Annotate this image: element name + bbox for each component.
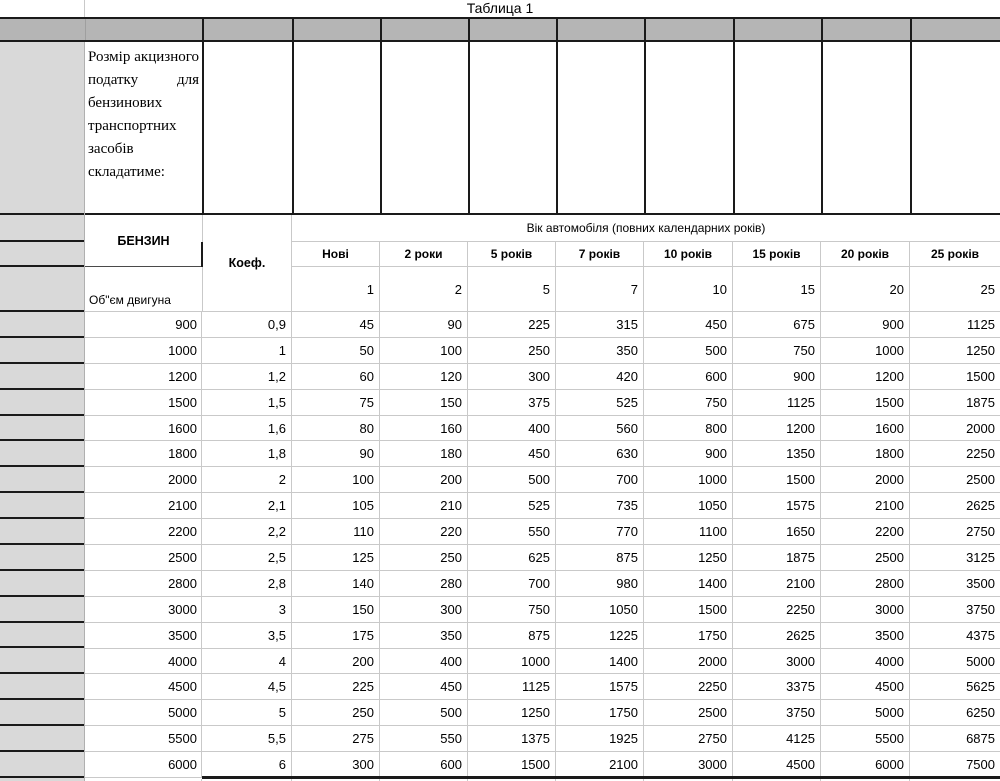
engine-cell[interactable]: 2200 xyxy=(85,519,202,544)
band-cell[interactable] xyxy=(821,19,910,40)
value-cell[interactable]: 560 xyxy=(556,416,644,441)
data-grid xyxy=(85,312,1000,778)
value-cell[interactable]: 630 xyxy=(556,441,644,466)
value-cell[interactable]: 1050 xyxy=(644,493,733,518)
coef-cell[interactable]: 1,2 xyxy=(202,364,292,389)
value-cell[interactable]: 600 xyxy=(644,364,733,389)
row-header-cell[interactable] xyxy=(0,267,84,312)
value-cell[interactable]: 2250 xyxy=(733,597,821,622)
value-cell[interactable]: 875 xyxy=(468,623,556,648)
band-cell[interactable] xyxy=(733,19,821,40)
value-cell[interactable]: 450 xyxy=(644,312,733,337)
row-header-cell[interactable] xyxy=(0,752,84,778)
coef-cell[interactable]: 5 xyxy=(202,700,292,725)
table-row xyxy=(85,493,1000,519)
value-cell[interactable]: 800 xyxy=(644,416,733,441)
row-header-cell[interactable] xyxy=(0,416,84,442)
coef-cell[interactable]: 4 xyxy=(202,649,292,674)
empty-cell[interactable] xyxy=(468,42,556,213)
value-cell[interactable]: 4375 xyxy=(966,627,995,643)
table-title: Таблица 1 xyxy=(466,0,534,16)
row-header-cell[interactable] xyxy=(0,215,84,242)
value-cell[interactable]: 1125 xyxy=(967,316,995,332)
value-cell[interactable]: 4500 xyxy=(821,674,910,699)
coef-cell[interactable]: 2 xyxy=(202,467,292,492)
coef-cell[interactable]: 3 xyxy=(202,597,292,622)
value-cell[interactable]: 1800 xyxy=(821,441,910,466)
engine-cell[interactable]: 1000 xyxy=(85,338,202,363)
description-row xyxy=(85,42,1000,215)
engine-cell[interactable]: 5000 xyxy=(85,700,202,725)
table-row xyxy=(85,752,1000,778)
value-cell[interactable]: 1400 xyxy=(556,649,644,674)
value-cell[interactable]: 2000 xyxy=(966,420,995,436)
value-cell[interactable]: 400 xyxy=(380,649,468,674)
value-cell[interactable]: 350 xyxy=(556,338,644,363)
table-row xyxy=(85,597,1000,623)
left-gray-column xyxy=(0,42,85,781)
coef-cell[interactable]: 5,5 xyxy=(202,726,292,751)
value-cell[interactable]: 1500 xyxy=(468,752,556,777)
value-cell[interactable]: 450 xyxy=(468,441,556,466)
value-cell[interactable]: 450 xyxy=(380,674,468,699)
value-cell[interactable]: 160 xyxy=(380,416,468,441)
value-cell[interactable]: 280 xyxy=(380,571,468,596)
value-cell[interactable]: 600 xyxy=(380,752,468,777)
empty-cell[interactable] xyxy=(202,42,292,213)
gridline xyxy=(84,0,85,17)
empty-cell[interactable] xyxy=(380,42,468,213)
band-cell[interactable] xyxy=(202,19,292,40)
coef-header-cell[interactable]: Коеф. xyxy=(202,215,292,312)
band-cell[interactable] xyxy=(380,19,468,40)
value-cell[interactable]: 1600 xyxy=(821,416,910,441)
table-row xyxy=(85,700,1000,726)
row-header-cell[interactable] xyxy=(0,778,84,781)
value-cell[interactable]: 1875 xyxy=(733,545,821,570)
value-cell[interactable]: 1925 xyxy=(556,726,644,751)
empty-cell[interactable] xyxy=(644,42,733,213)
coef-cell[interactable]: 3,5 xyxy=(202,623,292,648)
row-header-cell[interactable] xyxy=(0,674,84,700)
engine-cell[interactable]: 2500 xyxy=(85,545,202,570)
band-cell[interactable] xyxy=(556,19,644,40)
age-col-header[interactable]: 2 роки xyxy=(380,242,468,266)
table-row xyxy=(85,416,1000,442)
value-cell[interactable]: 225 xyxy=(468,312,556,337)
age-multiplier-row xyxy=(292,267,1000,312)
value-cell[interactable]: 3500 xyxy=(966,575,995,591)
value-cell[interactable]: 375 xyxy=(468,390,556,415)
empty-cell[interactable] xyxy=(556,42,644,213)
table-row xyxy=(85,467,1000,493)
value-cell[interactable]: 300 xyxy=(468,364,556,389)
row-header-cell[interactable] xyxy=(0,467,84,493)
coef-cell[interactable]: 1,5 xyxy=(202,390,292,415)
value-cell[interactable]: 3375 xyxy=(733,674,821,699)
value-cell[interactable]: 125 xyxy=(292,545,380,570)
empty-cell[interactable] xyxy=(910,42,1000,213)
value-cell[interactable]: 1500 xyxy=(644,597,733,622)
value-cell[interactable]: 4125 xyxy=(733,726,821,751)
table-row xyxy=(85,545,1000,571)
age-multiplier-cell[interactable]: 25 xyxy=(980,281,995,297)
table-row xyxy=(85,519,1000,545)
header-band xyxy=(0,17,1000,42)
value-cell[interactable]: 1200 xyxy=(733,416,821,441)
value-cell[interactable]: 6000 xyxy=(821,752,910,777)
value-cell[interactable]: 3500 xyxy=(821,623,910,648)
age-col-header[interactable]: 20 років xyxy=(821,242,910,266)
engine-cell[interactable]: 3500 xyxy=(85,623,202,648)
value-cell[interactable]: 4500 xyxy=(733,752,821,777)
value-cell[interactable]: 2250 xyxy=(644,674,733,699)
value-cell[interactable]: 2625 xyxy=(966,498,995,514)
age-multiplier-cell[interactable]: 10 xyxy=(644,267,733,311)
value-cell[interactable]: 250 xyxy=(292,700,380,725)
age-header-cell[interactable]: Вік автомобіля (повних календарних років) xyxy=(292,215,1000,242)
band-cell[interactable] xyxy=(292,19,380,40)
row-header-cell[interactable] xyxy=(0,571,84,597)
age-col-header[interactable]: 5 років xyxy=(468,242,556,266)
value-cell[interactable]: 2250 xyxy=(966,446,995,462)
value-cell[interactable]: 210 xyxy=(380,493,468,518)
value-cell[interactable]: 550 xyxy=(380,726,468,751)
row-header-cell[interactable] xyxy=(0,312,84,338)
value-cell[interactable]: 100 xyxy=(380,338,468,363)
row-header-cell[interactable] xyxy=(0,493,84,519)
value-cell[interactable]: 2100 xyxy=(733,571,821,596)
value-cell[interactable]: 180 xyxy=(380,441,468,466)
value-cell[interactable]: 3000 xyxy=(821,597,910,622)
value-cell[interactable]: 300 xyxy=(292,752,380,777)
row-header-cell[interactable] xyxy=(0,623,84,649)
value-cell[interactable]: 1000 xyxy=(468,649,556,674)
value-cell[interactable]: 525 xyxy=(468,493,556,518)
value-cell[interactable]: 750 xyxy=(644,390,733,415)
value-cell[interactable]: 525 xyxy=(556,390,644,415)
age-columns-row xyxy=(292,242,1000,267)
age-multiplier-cell[interactable]: 20 xyxy=(821,267,910,311)
value-cell[interactable]: 1100 xyxy=(644,519,733,544)
value-cell[interactable]: 750 xyxy=(468,597,556,622)
value-cell[interactable]: 2100 xyxy=(556,752,644,777)
value-cell[interactable]: 2000 xyxy=(644,649,733,674)
value-cell[interactable]: 5500 xyxy=(821,726,910,751)
value-cell[interactable]: 250 xyxy=(468,338,556,363)
engine-volume-label-cell[interactable]: Об"єм двигуна xyxy=(85,267,202,312)
value-cell[interactable]: 770 xyxy=(556,519,644,544)
age-col-header[interactable]: Нові xyxy=(292,242,380,266)
value-cell[interactable]: 3000 xyxy=(644,752,733,777)
value-cell[interactable]: 400 xyxy=(468,416,556,441)
value-cell[interactable]: 200 xyxy=(380,467,468,492)
value-cell[interactable]: 200 xyxy=(292,649,380,674)
value-cell[interactable]: 1350 xyxy=(733,441,821,466)
value-cell[interactable]: 1125 xyxy=(733,390,821,415)
engine-cell[interactable]: 4500 xyxy=(85,674,202,699)
age-col-header[interactable]: 15 років xyxy=(733,242,821,266)
engine-cell[interactable]: 2800 xyxy=(85,571,202,596)
value-cell[interactable]: 750 xyxy=(733,338,821,363)
row-header-cell[interactable] xyxy=(0,700,84,726)
age-col-header[interactable]: 10 років xyxy=(644,242,733,266)
value-cell[interactable]: 5625 xyxy=(966,679,995,695)
table-row xyxy=(85,726,1000,752)
value-cell[interactable]: 1225 xyxy=(556,623,644,648)
coef-cell[interactable]: 1 xyxy=(202,338,292,363)
value-cell[interactable]: 110 xyxy=(292,519,380,544)
table-row xyxy=(85,649,1000,675)
value-cell[interactable]: 150 xyxy=(380,390,468,415)
row-header-cell[interactable] xyxy=(0,364,84,390)
value-cell[interactable]: 275 xyxy=(292,726,380,751)
value-cell[interactable]: 5000 xyxy=(966,653,995,669)
age-multiplier-cell[interactable]: 7 xyxy=(556,267,644,311)
value-cell[interactable]: 90 xyxy=(292,441,380,466)
fuel-type-cell[interactable]: БЕНЗИН xyxy=(85,215,202,267)
value-cell[interactable]: 1575 xyxy=(556,674,644,699)
value-cell[interactable]: 6250 xyxy=(966,705,995,721)
value-cell[interactable]: 980 xyxy=(556,571,644,596)
value-cell[interactable]: 1750 xyxy=(556,700,644,725)
empty-cell[interactable] xyxy=(292,42,380,213)
value-cell[interactable]: 2200 xyxy=(821,519,910,544)
value-cell[interactable]: 1250 xyxy=(468,700,556,725)
value-cell[interactable]: 1050 xyxy=(556,597,644,622)
value-cell[interactable]: 1500 xyxy=(733,467,821,492)
band-cell[interactable] xyxy=(910,19,1000,40)
value-cell[interactable]: 2500 xyxy=(821,545,910,570)
value-cell[interactable]: 75 xyxy=(292,390,380,415)
value-cell[interactable]: 2750 xyxy=(966,524,995,540)
engine-cell[interactable]: 5500 xyxy=(85,726,202,751)
value-cell[interactable]: 875 xyxy=(556,545,644,570)
value-cell[interactable]: 3750 xyxy=(733,700,821,725)
value-cell[interactable]: 2800 xyxy=(821,571,910,596)
value-cell[interactable]: 500 xyxy=(380,700,468,725)
value-cell[interactable]: 2625 xyxy=(733,623,821,648)
value-cell[interactable]: 315 xyxy=(556,312,644,337)
value-cell[interactable]: 300 xyxy=(380,597,468,622)
engine-cell[interactable]: 1800 xyxy=(85,441,202,466)
empty-cell[interactable] xyxy=(733,42,821,213)
engine-cell[interactable]: 4000 xyxy=(85,649,202,674)
value-cell[interactable]: 2500 xyxy=(644,700,733,725)
value-cell[interactable]: 420 xyxy=(556,364,644,389)
value-cell[interactable]: 900 xyxy=(644,441,733,466)
value-cell[interactable]: 900 xyxy=(821,312,910,337)
value-cell[interactable]: 90 xyxy=(380,312,468,337)
value-cell[interactable]: 175 xyxy=(292,623,380,648)
age-col-header[interactable]: 7 років xyxy=(556,242,644,266)
value-cell[interactable]: 80 xyxy=(292,416,380,441)
coef-cell[interactable]: 0,9 xyxy=(202,312,292,337)
value-cell[interactable]: 1250 xyxy=(966,342,995,358)
value-cell[interactable]: 3125 xyxy=(966,549,995,565)
value-cell[interactable]: 500 xyxy=(468,467,556,492)
value-cell[interactable]: 7500 xyxy=(966,757,995,773)
table-row xyxy=(85,338,1000,364)
coef-cell[interactable]: 2,2 xyxy=(202,519,292,544)
value-cell[interactable]: 1200 xyxy=(821,364,910,389)
row-header-cell[interactable] xyxy=(0,338,84,364)
age-col-header[interactable]: 25 років xyxy=(930,247,980,261)
band-cell[interactable] xyxy=(644,19,733,40)
value-cell[interactable]: 2100 xyxy=(821,493,910,518)
coef-cell[interactable]: 2,1 xyxy=(202,493,292,518)
value-cell[interactable]: 6875 xyxy=(966,731,995,747)
coef-cell[interactable]: 2,5 xyxy=(202,545,292,570)
value-cell[interactable]: 700 xyxy=(468,571,556,596)
engine-cell[interactable]: 6000 xyxy=(85,752,202,777)
value-cell[interactable]: 2000 xyxy=(821,467,910,492)
row-header-cell[interactable] xyxy=(0,242,84,267)
coef-cell[interactable]: 1,8 xyxy=(202,441,292,466)
age-multiplier-cell[interactable]: 1 xyxy=(292,267,380,311)
value-cell[interactable]: 550 xyxy=(468,519,556,544)
value-cell[interactable]: 1400 xyxy=(644,571,733,596)
value-cell[interactable]: 1875 xyxy=(966,394,995,410)
table-row xyxy=(85,364,1000,390)
row-header-cell[interactable] xyxy=(0,441,84,467)
value-cell[interactable]: 220 xyxy=(380,519,468,544)
table-row xyxy=(85,312,1000,338)
empty-cell[interactable] xyxy=(821,42,910,213)
value-cell[interactable]: 675 xyxy=(733,312,821,337)
table-row xyxy=(85,390,1000,416)
value-cell[interactable]: 1575 xyxy=(733,493,821,518)
value-cell[interactable]: 225 xyxy=(292,674,380,699)
band-cell[interactable] xyxy=(85,19,202,40)
value-cell[interactable]: 250 xyxy=(380,545,468,570)
value-cell[interactable]: 100 xyxy=(292,467,380,492)
value-cell[interactable]: 700 xyxy=(556,467,644,492)
value-cell[interactable]: 120 xyxy=(380,364,468,389)
coef-cell[interactable]: 1,6 xyxy=(202,416,292,441)
engine-cell[interactable]: 1500 xyxy=(85,390,202,415)
description-cell[interactable]: Розмір акцизного податку для бензинових транспортних засобів складатиме: xyxy=(88,49,199,180)
band-cell[interactable] xyxy=(0,19,85,40)
value-cell[interactable]: 4000 xyxy=(821,649,910,674)
age-multiplier-cell[interactable]: 5 xyxy=(468,267,556,311)
row-header-cell[interactable] xyxy=(0,597,84,623)
value-cell[interactable]: 1500 xyxy=(966,368,995,384)
value-cell[interactable]: 2500 xyxy=(966,472,995,488)
row-header-cell[interactable] xyxy=(0,519,84,545)
value-cell[interactable]: 500 xyxy=(644,338,733,363)
engine-cell[interactable]: 2100 xyxy=(85,493,202,518)
value-cell[interactable]: 1000 xyxy=(644,467,733,492)
row-header-cell[interactable] xyxy=(0,390,84,416)
table-row xyxy=(85,571,1000,597)
value-cell[interactable]: 45 xyxy=(292,312,380,337)
value-cell[interactable]: 1250 xyxy=(644,545,733,570)
value-cell[interactable]: 625 xyxy=(468,545,556,570)
engine-cell[interactable]: 900 xyxy=(85,312,202,337)
row-header-cell[interactable] xyxy=(0,545,84,571)
value-cell[interactable]: 60 xyxy=(292,364,380,389)
value-cell[interactable]: 2750 xyxy=(644,726,733,751)
value-cell[interactable]: 140 xyxy=(292,571,380,596)
table-row xyxy=(85,441,1000,467)
value-cell[interactable]: 1750 xyxy=(644,623,733,648)
value-cell[interactable]: 350 xyxy=(380,623,468,648)
engine-cell[interactable]: 2000 xyxy=(85,467,202,492)
coef-cell[interactable]: 2,8 xyxy=(202,571,292,596)
age-multiplier-cell[interactable]: 2 xyxy=(380,267,468,311)
value-cell[interactable]: 900 xyxy=(733,364,821,389)
coef-cell[interactable]: 4,5 xyxy=(202,674,292,699)
value-cell[interactable]: 105 xyxy=(292,493,380,518)
value-cell[interactable]: 3000 xyxy=(733,649,821,674)
row-header-cell[interactable] xyxy=(0,648,84,674)
table-row xyxy=(85,674,1000,700)
value-cell[interactable]: 3750 xyxy=(966,601,995,617)
value-cell[interactable]: 150 xyxy=(292,597,380,622)
row-header-cell[interactable] xyxy=(0,42,84,215)
coef-cell[interactable]: 6 xyxy=(202,752,292,777)
value-cell[interactable]: 5000 xyxy=(821,700,910,725)
engine-cell[interactable]: 3000 xyxy=(85,597,202,622)
band-cell[interactable] xyxy=(468,19,556,40)
table-title-row xyxy=(0,0,1000,17)
age-multiplier-cell[interactable]: 15 xyxy=(733,267,821,311)
table-row xyxy=(85,623,1000,649)
value-cell[interactable]: 1125 xyxy=(468,674,556,699)
border-notch xyxy=(201,242,203,267)
value-cell[interactable]: 1500 xyxy=(821,390,910,415)
value-cell[interactable]: 1375 xyxy=(468,726,556,751)
engine-cell[interactable]: 1600 xyxy=(85,416,202,441)
value-cell[interactable]: 50 xyxy=(292,338,380,363)
engine-cell[interactable]: 1200 xyxy=(85,364,202,389)
row-header-cell[interactable] xyxy=(0,726,84,752)
value-cell[interactable]: 735 xyxy=(556,493,644,518)
value-cell[interactable]: 1000 xyxy=(821,338,910,363)
value-cell[interactable]: 1650 xyxy=(733,519,821,544)
